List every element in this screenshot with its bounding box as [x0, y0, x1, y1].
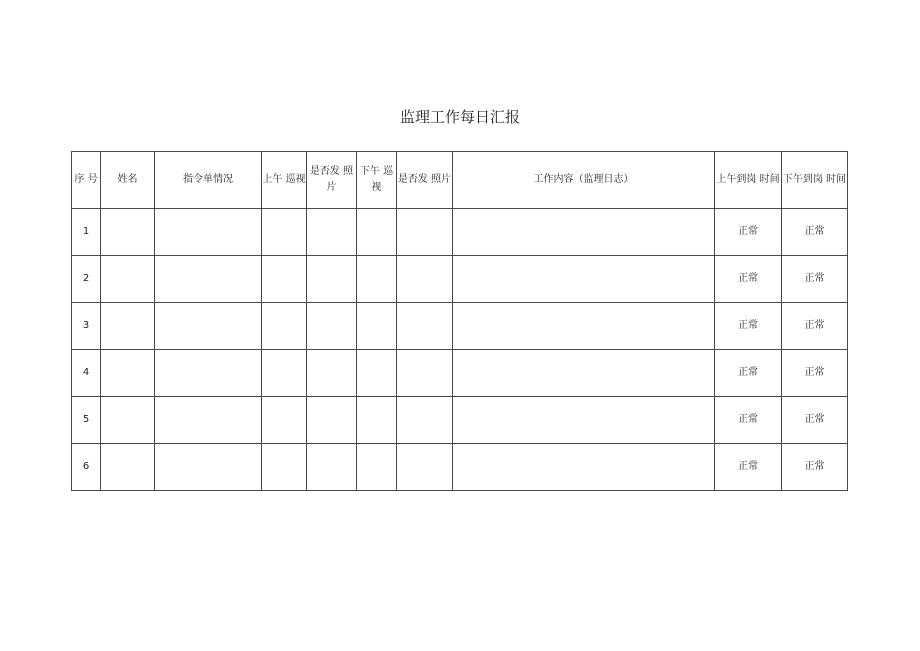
- row-number: 6: [72, 444, 101, 491]
- col-header-pm-patrol: 下午 巡视: [357, 152, 397, 209]
- report-title: 监理工作每日汇报: [399, 108, 520, 126]
- instructions-cell: [155, 397, 262, 444]
- col-header-work-content: 工作内容（监理日志）: [453, 152, 715, 209]
- row-number: 1: [72, 209, 101, 256]
- row-number: 5: [72, 397, 101, 444]
- pm-photo-cell: [397, 397, 453, 444]
- table-row: [72, 397, 848, 444]
- instructions-cell: [155, 209, 262, 256]
- col-header-name: 姓名: [101, 152, 155, 209]
- pm-photo-cell: [397, 350, 453, 397]
- am-arrival-cell: 正常: [715, 350, 782, 397]
- pm-patrol-cell: [357, 350, 397, 397]
- pm-arrival-cell: 正常: [782, 303, 848, 350]
- work-content-cell: [453, 397, 715, 444]
- pm-photo-cell: [397, 209, 453, 256]
- am-patrol-cell: [262, 209, 307, 256]
- name-cell: [101, 209, 155, 256]
- name-cell: [101, 303, 155, 350]
- am-photo-cell: [307, 350, 357, 397]
- col-header-pm-arrival: 下午到岗 时间: [782, 152, 848, 209]
- work-content-cell: [453, 209, 715, 256]
- pm-patrol-cell: [357, 209, 397, 256]
- am-photo-cell: [307, 397, 357, 444]
- pm-patrol-cell: [357, 303, 397, 350]
- pm-arrival-cell: 正常: [782, 256, 848, 303]
- table-row: [72, 256, 848, 303]
- daily-report-table: [71, 151, 848, 491]
- table-row: [72, 350, 848, 397]
- table-row: [72, 444, 848, 491]
- pm-patrol-cell: [357, 397, 397, 444]
- col-header-pm-photo: 是否发 照片: [397, 152, 453, 209]
- am-patrol-cell: [262, 350, 307, 397]
- am-arrival-cell: 正常: [715, 209, 782, 256]
- work-content-cell: [453, 350, 715, 397]
- work-content-cell: [453, 444, 715, 491]
- instructions-cell: [155, 444, 262, 491]
- pm-photo-cell: [397, 303, 453, 350]
- am-photo-cell: [307, 303, 357, 350]
- instructions-cell: [155, 350, 262, 397]
- work-content-cell: [453, 303, 715, 350]
- am-photo-cell: [307, 444, 357, 491]
- name-cell: [101, 256, 155, 303]
- pm-arrival-cell: 正常: [782, 444, 848, 491]
- am-patrol-cell: [262, 397, 307, 444]
- pm-arrival-cell: 正常: [782, 209, 848, 256]
- name-cell: [101, 350, 155, 397]
- pm-patrol-cell: [357, 444, 397, 491]
- table-row: [72, 303, 848, 350]
- work-content-cell: [453, 256, 715, 303]
- row-number: 2: [72, 256, 101, 303]
- pm-patrol-cell: [357, 256, 397, 303]
- am-arrival-cell: 正常: [715, 444, 782, 491]
- table-row: [72, 209, 848, 256]
- header-row: [72, 152, 848, 209]
- row-number: 3: [72, 303, 101, 350]
- pm-photo-cell: [397, 256, 453, 303]
- pm-arrival-cell: 正常: [782, 397, 848, 444]
- col-header-am-arrival: 上午到岗 时间: [715, 152, 782, 209]
- am-patrol-cell: [262, 256, 307, 303]
- am-photo-cell: [307, 209, 357, 256]
- name-cell: [101, 397, 155, 444]
- am-arrival-cell: 正常: [715, 397, 782, 444]
- am-photo-cell: [307, 256, 357, 303]
- pm-photo-cell: [397, 444, 453, 491]
- col-header-seq: 序 号: [72, 152, 101, 209]
- col-header-am-patrol: 上午 巡视: [262, 152, 307, 209]
- am-patrol-cell: [262, 444, 307, 491]
- pm-arrival-cell: 正常: [782, 350, 848, 397]
- col-header-instructions: 指令单情况: [155, 152, 262, 209]
- am-arrival-cell: 正常: [715, 303, 782, 350]
- col-header-am-photo: 是否发 照片: [307, 152, 357, 209]
- name-cell: [101, 444, 155, 491]
- row-number: 4: [72, 350, 101, 397]
- am-arrival-cell: 正常: [715, 256, 782, 303]
- am-patrol-cell: [262, 303, 307, 350]
- instructions-cell: [155, 303, 262, 350]
- instructions-cell: [155, 256, 262, 303]
